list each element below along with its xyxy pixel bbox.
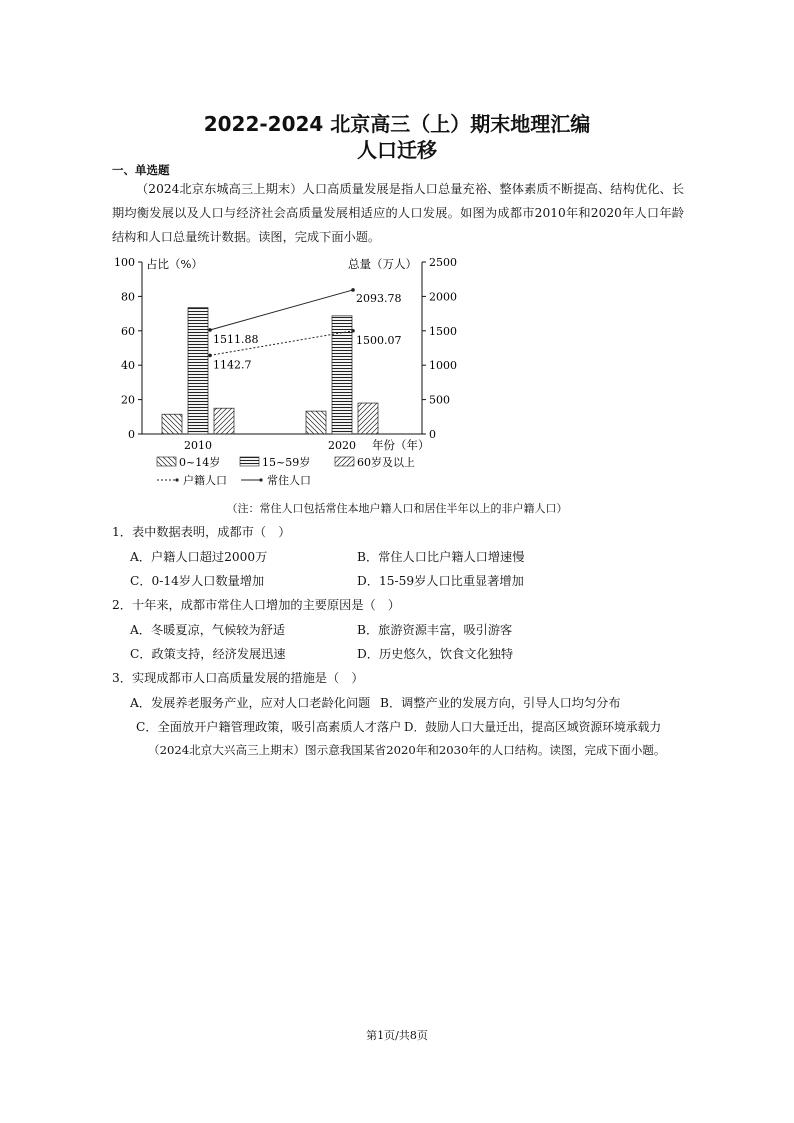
legend-swatch-0-14: [157, 457, 176, 466]
right-tick-label: 2000: [429, 290, 457, 304]
question-2-option-a[interactable]: A．冬暖夏凉，气候较为舒适: [130, 623, 286, 637]
section-label: 一、单选题: [112, 163, 170, 177]
line-point: [351, 329, 355, 333]
x-axis-title: 年份（年）: [372, 438, 430, 452]
question-3-option-c[interactable]: C．全面放开户籍管理政策，吸引高素质人才落户: [136, 720, 402, 734]
question-1-option-d[interactable]: D．15-59岁人口比重显著增加: [357, 574, 524, 588]
line-point: [208, 328, 212, 332]
chart-note: （注：常住人口包括常住本地户籍人口和居住半年以上的非户籍人口）: [226, 502, 568, 515]
line-data-label: 1511.88: [213, 332, 259, 346]
x-tick-2010: 2010: [184, 439, 212, 452]
question-1-option-c[interactable]: C．0-14岁人口数量增加: [130, 574, 265, 588]
x-tick-2020: 2020: [328, 439, 356, 452]
right-tick-label: 2500: [429, 256, 457, 269]
legend-label-resident: 常住人口: [267, 474, 311, 487]
question-3-option-b[interactable]: B．调整产业的发展方向，引导人口均匀分布: [380, 696, 621, 710]
question-2-option-d[interactable]: D．历史悠久，饮食文化独特: [357, 647, 514, 661]
left-tick-label: 100: [114, 256, 135, 269]
right-axis-title: 总量（万人）: [348, 257, 417, 271]
question-1-option-b[interactable]: B．常住人口比户籍人口增速慢: [357, 550, 525, 564]
line-data-label: 2093.78: [356, 291, 402, 305]
left-tick-label: 40: [121, 359, 135, 373]
legend-swatch-60plus: [335, 457, 354, 466]
left-axis-title: 占比（%）: [146, 257, 203, 271]
bar-60plus-2020: [358, 403, 378, 434]
bar-0-14-2020: [306, 411, 326, 434]
left-tick-label: 80: [121, 290, 135, 304]
legend: [157, 455, 415, 487]
bar-15-59-2010: [188, 308, 208, 434]
legend-swatch-15-59: [240, 457, 259, 466]
question-3-option-a[interactable]: A．发展养老服务产业，应对人口老龄化问题: [130, 696, 371, 710]
bar-60plus-2010: [214, 408, 234, 434]
question-2-option-c[interactable]: C．政策支持，经济发展迅速: [130, 647, 286, 661]
legend-label-0-14: 0~14岁: [179, 456, 221, 469]
page-title: 2022-2024 北京高三（上）期末地理汇编: [203, 112, 591, 136]
resident-population-line: [210, 290, 353, 330]
line-data-label: 1142.7: [213, 358, 252, 372]
question-2-stem: 2．十年来，成都市常住人口增加的主要原因是（ ）: [112, 598, 401, 612]
page-footer: 第1页/共8页: [366, 1029, 428, 1042]
population-chart: [110, 250, 457, 495]
right-tick-label: 500: [429, 393, 450, 407]
question-2-option-b[interactable]: B．旅游资源丰富，吸引游客: [357, 623, 513, 637]
right-tick-label: 0: [429, 428, 436, 441]
left-tick-label: 0: [128, 428, 135, 441]
left-tick-label: 20: [121, 393, 135, 407]
bar-15-59-2020: [332, 316, 352, 434]
question-3-stem: 3．实现成都市人口高质量发展的措施是（ ）: [112, 671, 364, 685]
line-point: [208, 354, 212, 358]
right-tick-label: 1500: [429, 324, 457, 338]
next-question-intro: （2024北京大兴高三上期末）图示意我国某省2020年和2030年的人口结构。读图，完成下面小题。: [148, 743, 666, 757]
question-1-stem: 1．表中数据表明，成都市（ ）: [112, 525, 291, 539]
line-point: [351, 288, 355, 292]
legend-label-60plus: 60岁及以上: [357, 456, 415, 469]
left-tick-label: 60: [121, 324, 135, 338]
legend-label-registered: 户籍人口: [183, 474, 227, 487]
bar-0-14-2010: [162, 414, 182, 434]
line-data-label: 1500.07: [356, 333, 402, 347]
question-3-option-d[interactable]: D．鼓励人口大量迁出，提高区域资源环境承载力: [404, 720, 662, 734]
intro-paragraph: （2024北京东城高三上期末）人口高质量发展是指人口总量充裕、整体素质不断提高、结构优化、长期均衡发展以及人口与经济社会高质量发展相适应的人口发展。如图为成都市2010年和2020年人口年龄结构和人口总量统计数据。读图，完成下面小题。: [112, 182, 684, 244]
legend-label-15-59: 15~59岁: [262, 456, 311, 469]
right-tick-label: 1000: [429, 359, 457, 373]
question-1-option-a[interactable]: A．户籍人口超过2000万: [130, 550, 268, 564]
page-subtitle: 人口迁移: [357, 138, 437, 162]
